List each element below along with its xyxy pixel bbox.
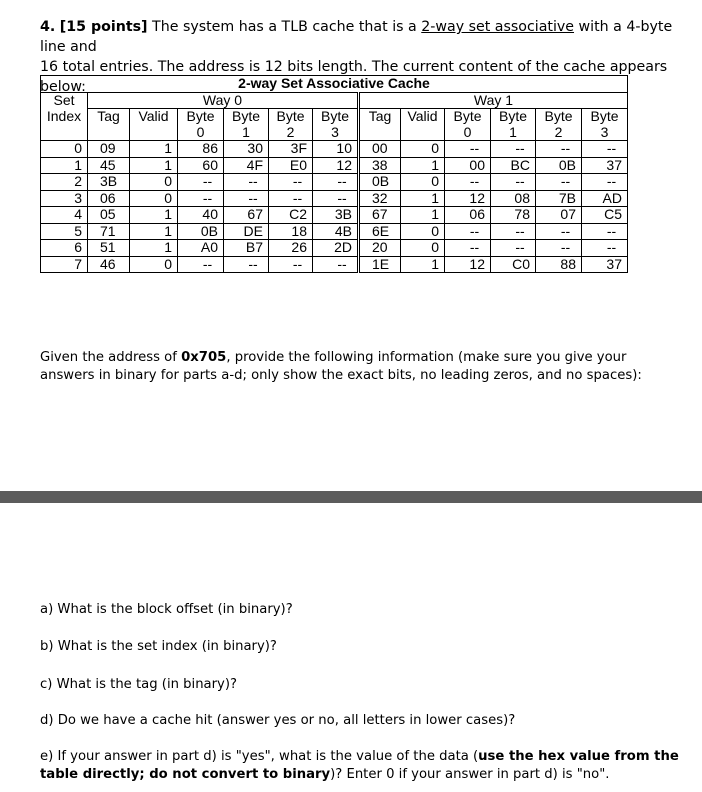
way0-label: Way 0: [88, 92, 359, 109]
set-index-cell: 5: [41, 223, 88, 240]
byte-number: 1: [491, 125, 536, 141]
byte-cell-way0: 26: [269, 240, 313, 257]
section-divider: [0, 491, 702, 503]
valid-cell-way0: 0: [130, 256, 178, 273]
byte-number: 3: [582, 125, 628, 141]
valid-cell-way1: 0: [401, 141, 445, 158]
byte-cell-way1: 06: [445, 207, 491, 224]
valid-cell-way1: 1: [401, 190, 445, 207]
tag-cell-way0: 06: [88, 190, 130, 207]
byte-cell-way1: --: [491, 240, 536, 257]
byte-cell-way0: 3B: [313, 207, 359, 224]
set-label: Set: [41, 92, 88, 109]
byte-cell-way1: C5: [582, 207, 628, 224]
byte-cell-way1: AD: [582, 190, 628, 207]
tag-cell-way0: 09: [88, 141, 130, 158]
byte-cell-way1: 12: [445, 190, 491, 207]
given-statement: [40, 349, 660, 385]
byte-number: 0: [445, 125, 491, 141]
byte-cell-way0: 4B: [313, 223, 359, 240]
question-a: a) What is the block offset (in binary)?: [40, 602, 293, 617]
byte-cell-way1: 12: [445, 256, 491, 273]
byte-cell-way1: --: [582, 174, 628, 191]
set-index-cell: 6: [41, 240, 88, 257]
table-row: [41, 256, 628, 273]
byte-cell-way1: --: [536, 240, 582, 257]
byte-header: Byte: [445, 109, 491, 125]
tag-cell-way0: 46: [88, 256, 130, 273]
valid-cell-way1: 0: [401, 223, 445, 240]
byte-number: 2: [269, 125, 313, 141]
byte-cell-way1: --: [445, 174, 491, 191]
byte-cell-way1: 08: [491, 190, 536, 207]
byte-header: Byte: [178, 109, 224, 125]
byte-cell-way0: DE: [224, 223, 269, 240]
tag-cell-way1: 6E: [359, 223, 401, 240]
byte-number: 3: [313, 125, 359, 141]
question-e-prefix: e) If your answer in part d) is "yes", what is the value of the data (: [40, 749, 479, 764]
byte-cell-way0: --: [224, 174, 269, 191]
valid-header-way0: Valid: [130, 109, 178, 141]
byte-header: Byte: [313, 109, 359, 125]
byte-cell-way0: --: [313, 256, 359, 273]
byte-cell-way1: --: [445, 240, 491, 257]
valid-cell-way0: 1: [130, 141, 178, 158]
byte-cell-way1: 37: [582, 256, 628, 273]
given-suffix: , provide the following information (make sure you give your answers in binary for parts a-d; only show the exact bits, no leading zeros, and no spaces):: [40, 350, 642, 383]
byte-cell-way0: --: [269, 256, 313, 273]
index-label-spacer: [41, 125, 88, 141]
given-prefix: Given the address of: [40, 350, 182, 365]
table-row: [41, 223, 628, 240]
table-row: [41, 190, 628, 207]
set-index-cell: 2: [41, 174, 88, 191]
valid-cell-way0: 1: [130, 240, 178, 257]
byte-cell-way0: 60: [178, 157, 224, 174]
question-c: c) What is the tag (in binary)?: [40, 677, 238, 692]
byte-number: 0: [178, 125, 224, 141]
byte-cell-way1: --: [536, 223, 582, 240]
valid-cell-way0: 0: [130, 174, 178, 191]
table-title-row: [41, 76, 628, 93]
set-index-cell: 0: [41, 141, 88, 158]
byte-header: Byte: [582, 109, 628, 125]
problem-text-2: with a 4-byte line and: [40, 19, 673, 55]
valid-cell-way1: 1: [401, 256, 445, 273]
valid-cell-way1: 0: [401, 174, 445, 191]
valid-cell-way1: 1: [401, 157, 445, 174]
byte-cell-way0: --: [313, 190, 359, 207]
byte-cell-way1: 07: [536, 207, 582, 224]
byte-cell-way1: --: [491, 174, 536, 191]
tag-header-way0: Tag: [88, 109, 130, 141]
byte-cell-way0: 0B: [178, 223, 224, 240]
valid-cell-way0: 1: [130, 223, 178, 240]
byte-cell-way0: 40: [178, 207, 224, 224]
table-row: [41, 157, 628, 174]
given-address: 0x705: [181, 350, 227, 365]
problem-text-3: 16 total entries. The address is 12 bits length. The current content of the cache appears below:: [40, 59, 668, 95]
byte-cell-way1: --: [536, 174, 582, 191]
byte-cell-way0: B7: [224, 240, 269, 257]
byte-cell-way0: 12: [313, 157, 359, 174]
valid-cell-way0: 1: [130, 157, 178, 174]
index-label: Index: [41, 109, 88, 125]
byte-cell-way0: E0: [269, 157, 313, 174]
byte-cell-way0: 86: [178, 141, 224, 158]
byte-cell-way0: --: [178, 190, 224, 207]
tag-cell-way1: 1E: [359, 256, 401, 273]
byte-cell-way1: BC: [491, 157, 536, 174]
set-index-cell: 4: [41, 207, 88, 224]
table-row: [41, 240, 628, 257]
problem-number: 4.: [40, 19, 56, 35]
column-header-row: [41, 109, 628, 125]
way1-label: Way 1: [359, 92, 628, 109]
byte-cell-way0: --: [269, 174, 313, 191]
byte-cell-way1: 0B: [536, 157, 582, 174]
tag-cell-way1: 67: [359, 207, 401, 224]
cache-table: [40, 75, 628, 273]
set-index-cell: 1: [41, 157, 88, 174]
byte-cell-way0: C2: [269, 207, 313, 224]
byte-number: 2: [536, 125, 582, 141]
byte-cell-way1: 7B: [536, 190, 582, 207]
byte-cell-way1: 78: [491, 207, 536, 224]
byte-cell-way1: --: [582, 240, 628, 257]
table-row: [41, 174, 628, 191]
byte-cell-way0: --: [178, 174, 224, 191]
byte-cell-way1: --: [582, 141, 628, 158]
byte-cell-way1: --: [445, 141, 491, 158]
set-index-cell: 7: [41, 256, 88, 273]
valid-cell-way1: 1: [401, 207, 445, 224]
valid-cell-way1: 0: [401, 240, 445, 257]
byte-cell-way0: 67: [224, 207, 269, 224]
tag-cell-way0: 3B: [88, 174, 130, 191]
byte-cell-way0: 18: [269, 223, 313, 240]
byte-header: Byte: [224, 109, 269, 125]
question-b: b) What is the set index (in binary)?: [40, 639, 277, 654]
table-row: [41, 141, 628, 158]
byte-cell-way0: --: [269, 190, 313, 207]
byte-cell-way0: 10: [313, 141, 359, 158]
tag-cell-way0: 71: [88, 223, 130, 240]
byte-cell-way0: --: [224, 190, 269, 207]
tag-cell-way1: 20: [359, 240, 401, 257]
question-e: [40, 748, 690, 784]
question-e-bold: use the hex value from the table directly; do not convert to binary: [40, 749, 679, 782]
byte-cell-way1: --: [536, 141, 582, 158]
byte-cell-way1: 00: [445, 157, 491, 174]
byte-cell-way0: 3F: [269, 141, 313, 158]
byte-cell-way1: 88: [536, 256, 582, 273]
set-index-cell: 3: [41, 190, 88, 207]
table-title: 2-way Set Associative Cache: [41, 76, 628, 93]
cache-body: [41, 141, 628, 273]
question-e-suffix: )? Enter 0 if your answer in part d) is "no".: [330, 767, 610, 782]
byte-cell-way1: 37: [582, 157, 628, 174]
tag-cell-way1: 38: [359, 157, 401, 174]
way-header-row: [41, 92, 628, 109]
problem-points: [15 points]: [59, 19, 148, 35]
byte-header: Byte: [536, 109, 582, 125]
tag-cell-way1: 0B: [359, 174, 401, 191]
valid-cell-way0: 0: [130, 190, 178, 207]
byte-cell-way0: --: [178, 256, 224, 273]
byte-cell-way0: --: [224, 256, 269, 273]
byte-header: Byte: [491, 109, 536, 125]
byte-cell-way1: --: [582, 223, 628, 240]
problem-text-1: The system has a TLB cache that is a: [147, 19, 422, 35]
byte-cell-way0: 4F: [224, 157, 269, 174]
question-d: d) Do we have a cache hit (answer yes or no, all letters in lower cases)?: [40, 713, 516, 728]
byte-cell-way1: C0: [491, 256, 536, 273]
tag-cell-way1: 00: [359, 141, 401, 158]
tag-header-way1: Tag: [359, 109, 401, 141]
associativity-term: 2-way set associative: [421, 19, 575, 35]
byte-cell-way0: 2D: [313, 240, 359, 257]
byte-header: Byte: [269, 109, 313, 125]
byte-number: 1: [224, 125, 269, 141]
table-row: [41, 207, 628, 224]
byte-cell-way1: --: [491, 223, 536, 240]
tag-cell-way0: 05: [88, 207, 130, 224]
byte-cell-way0: A0: [178, 240, 224, 257]
tag-cell-way1: 32: [359, 190, 401, 207]
byte-cell-way0: 30: [224, 141, 269, 158]
tag-cell-way0: 51: [88, 240, 130, 257]
valid-cell-way0: 1: [130, 207, 178, 224]
byte-cell-way1: --: [491, 141, 536, 158]
byte-cell-way1: --: [445, 223, 491, 240]
tag-cell-way0: 45: [88, 157, 130, 174]
byte-cell-way0: --: [313, 174, 359, 191]
valid-header-way1: Valid: [401, 109, 445, 141]
